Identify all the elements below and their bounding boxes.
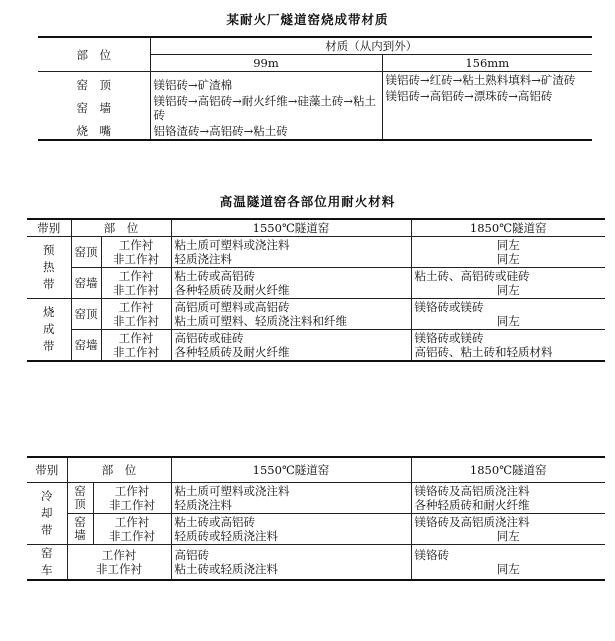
lining-work: 工作衬 [118,300,154,314]
cell-burner-99: 铝铬渣砖→高铝砖→粘土砖 [150,123,382,140]
cooling-wall-1550-a: 粘土砖或高铝砖 [174,515,255,529]
cooling-roof-1550-a: 粘土质可塑料或浇注料 [174,484,290,498]
cooling-wall-1850-a: 镁铬砖及高铝质浇注料 [414,515,530,529]
lining-nonwork: 非工作衬 [113,314,159,328]
cooling-roof-1550-b: 轻质浇注料 [174,498,232,512]
lining-nonwork: 非工作衬 [113,345,159,359]
lining-work: 工作衬 [101,548,137,562]
header-1550: 1550℃隧道窑 [171,457,411,483]
band-kiln-car: 窑车 [27,545,67,581]
lining-nonwork: 非工作衬 [113,283,159,297]
firing-roof-1850-b: 同左 [496,314,520,328]
header-band: 带别 [27,457,67,483]
preheat-roof-1850-a: 同左 [496,238,520,252]
table2-title: 高温隧道窑各部位用耐火材料 [219,194,396,209]
cell-156 [382,72,592,141]
car-1850-a: 镁铬砖 [414,548,449,562]
part-roof: 窑顶 [71,237,101,268]
header-1850: 1850℃隧道窑 [411,219,605,237]
table2 [27,218,605,362]
lining-nonwork: 非工作衬 [113,252,159,266]
lining-work: 工作衬 [118,269,154,283]
preheat-wall-1550-b: 各种轻质砖及耐火纤维 [174,283,290,297]
car-1550-b: 粘土砖或轻质浇注料 [174,562,278,576]
cooling-roof-1850-a: 镁铬砖及高铝质浇注料 [414,484,530,498]
lining-work: 工作衬 [118,238,154,252]
cell-156-b: 镁铝砖→高铝砖→漂珠砖→高铝砖 [385,89,553,103]
car-1550-a: 高铝砖 [174,548,209,562]
firing-roof-1550-b: 粘土质可塑料、轻质浇注料和纤维 [174,314,347,328]
firing-roof-1550-a: 高铝质可塑料或高铝砖 [174,300,290,314]
header-1850: 1850℃隧道窑 [411,457,605,483]
preheat-roof-1550-b: 轻质浇注料 [174,252,232,266]
firing-wall-1550-b: 各种轻质砖及耐火纤维 [174,345,290,359]
preheat-roof-1850-b: 同左 [496,252,520,266]
firing-roof-1850-a: 镁铬砖或镁砖 [414,300,484,314]
cooling-wall-1550-b: 轻质砖或轻质浇注料 [174,529,278,543]
lining-work: 工作衬 [118,331,154,345]
band-preheat: 预热带 [27,237,71,299]
header-156mm: 156mm [382,55,592,72]
preheat-wall-1550-a: 粘土砖或高铝砖 [174,269,255,283]
table3 [27,456,605,581]
preheat-wall-1850-a: 粘土砖、高铝砖或硅砖 [414,269,530,283]
cell-wall-99: 镁铝砖→高铝砖→耐火纤维→硅藻土砖→粘土砖 [150,93,382,123]
part-wall: 窑墙 [71,268,101,299]
part-wall: 窑 墙 [38,93,150,123]
table1 [38,36,592,141]
preheat-roof-1550-a: 粘土质可塑料或浇注料 [174,238,290,252]
car-1850-b: 同左 [496,562,520,576]
header-part: 部 位 [71,219,171,237]
header-material: 材质（从内到外） [150,37,592,55]
part-roof: 窑顶 [71,299,101,330]
firing-wall-1850-a: 镁铬砖或镁砖 [414,331,484,345]
lining-work: 工作衬 [114,515,150,529]
band-firing: 烧成带 [27,299,71,362]
lining-work: 工作衬 [114,484,150,498]
lining-nonwork: 非工作衬 [109,498,155,512]
firing-wall-1850-b: 高铝砖、粘土砖和轻质材料 [414,345,553,359]
table1-title: 某耐火厂燧道窑烧成带材质 [226,12,389,27]
cell-156-a: 镁铝砖→红砖→粘土熟料填料→矿渣砖 [385,73,576,87]
preheat-wall-1850-b: 同左 [496,283,520,297]
header-part: 部 位 [38,37,150,72]
header-band: 带别 [27,219,71,237]
part-roof: 窑顶 [67,483,93,514]
cooling-roof-1850-b: 各种轻质砖和耐火纤维 [414,498,530,512]
header-99m: 99m [150,55,382,72]
lining-nonwork: 非工作衬 [109,529,155,543]
part-wall: 窑墙 [71,330,101,362]
part-wall: 窑墙 [67,514,93,545]
part-burner: 烧 嘴 [38,123,150,140]
band-cooling: 冷却带 [27,483,67,545]
firing-wall-1550-a: 高铝砖或硅砖 [174,331,244,345]
part-roof: 窑 顶 [38,72,150,94]
header-part: 部 位 [67,457,171,483]
cell-roof-99: 镁铝砖→矿渣棉 [150,72,382,94]
lining-nonwork: 非工作衬 [96,562,142,576]
header-1550: 1550℃隧道窑 [171,219,411,237]
cooling-wall-1850-b: 同左 [496,529,520,543]
